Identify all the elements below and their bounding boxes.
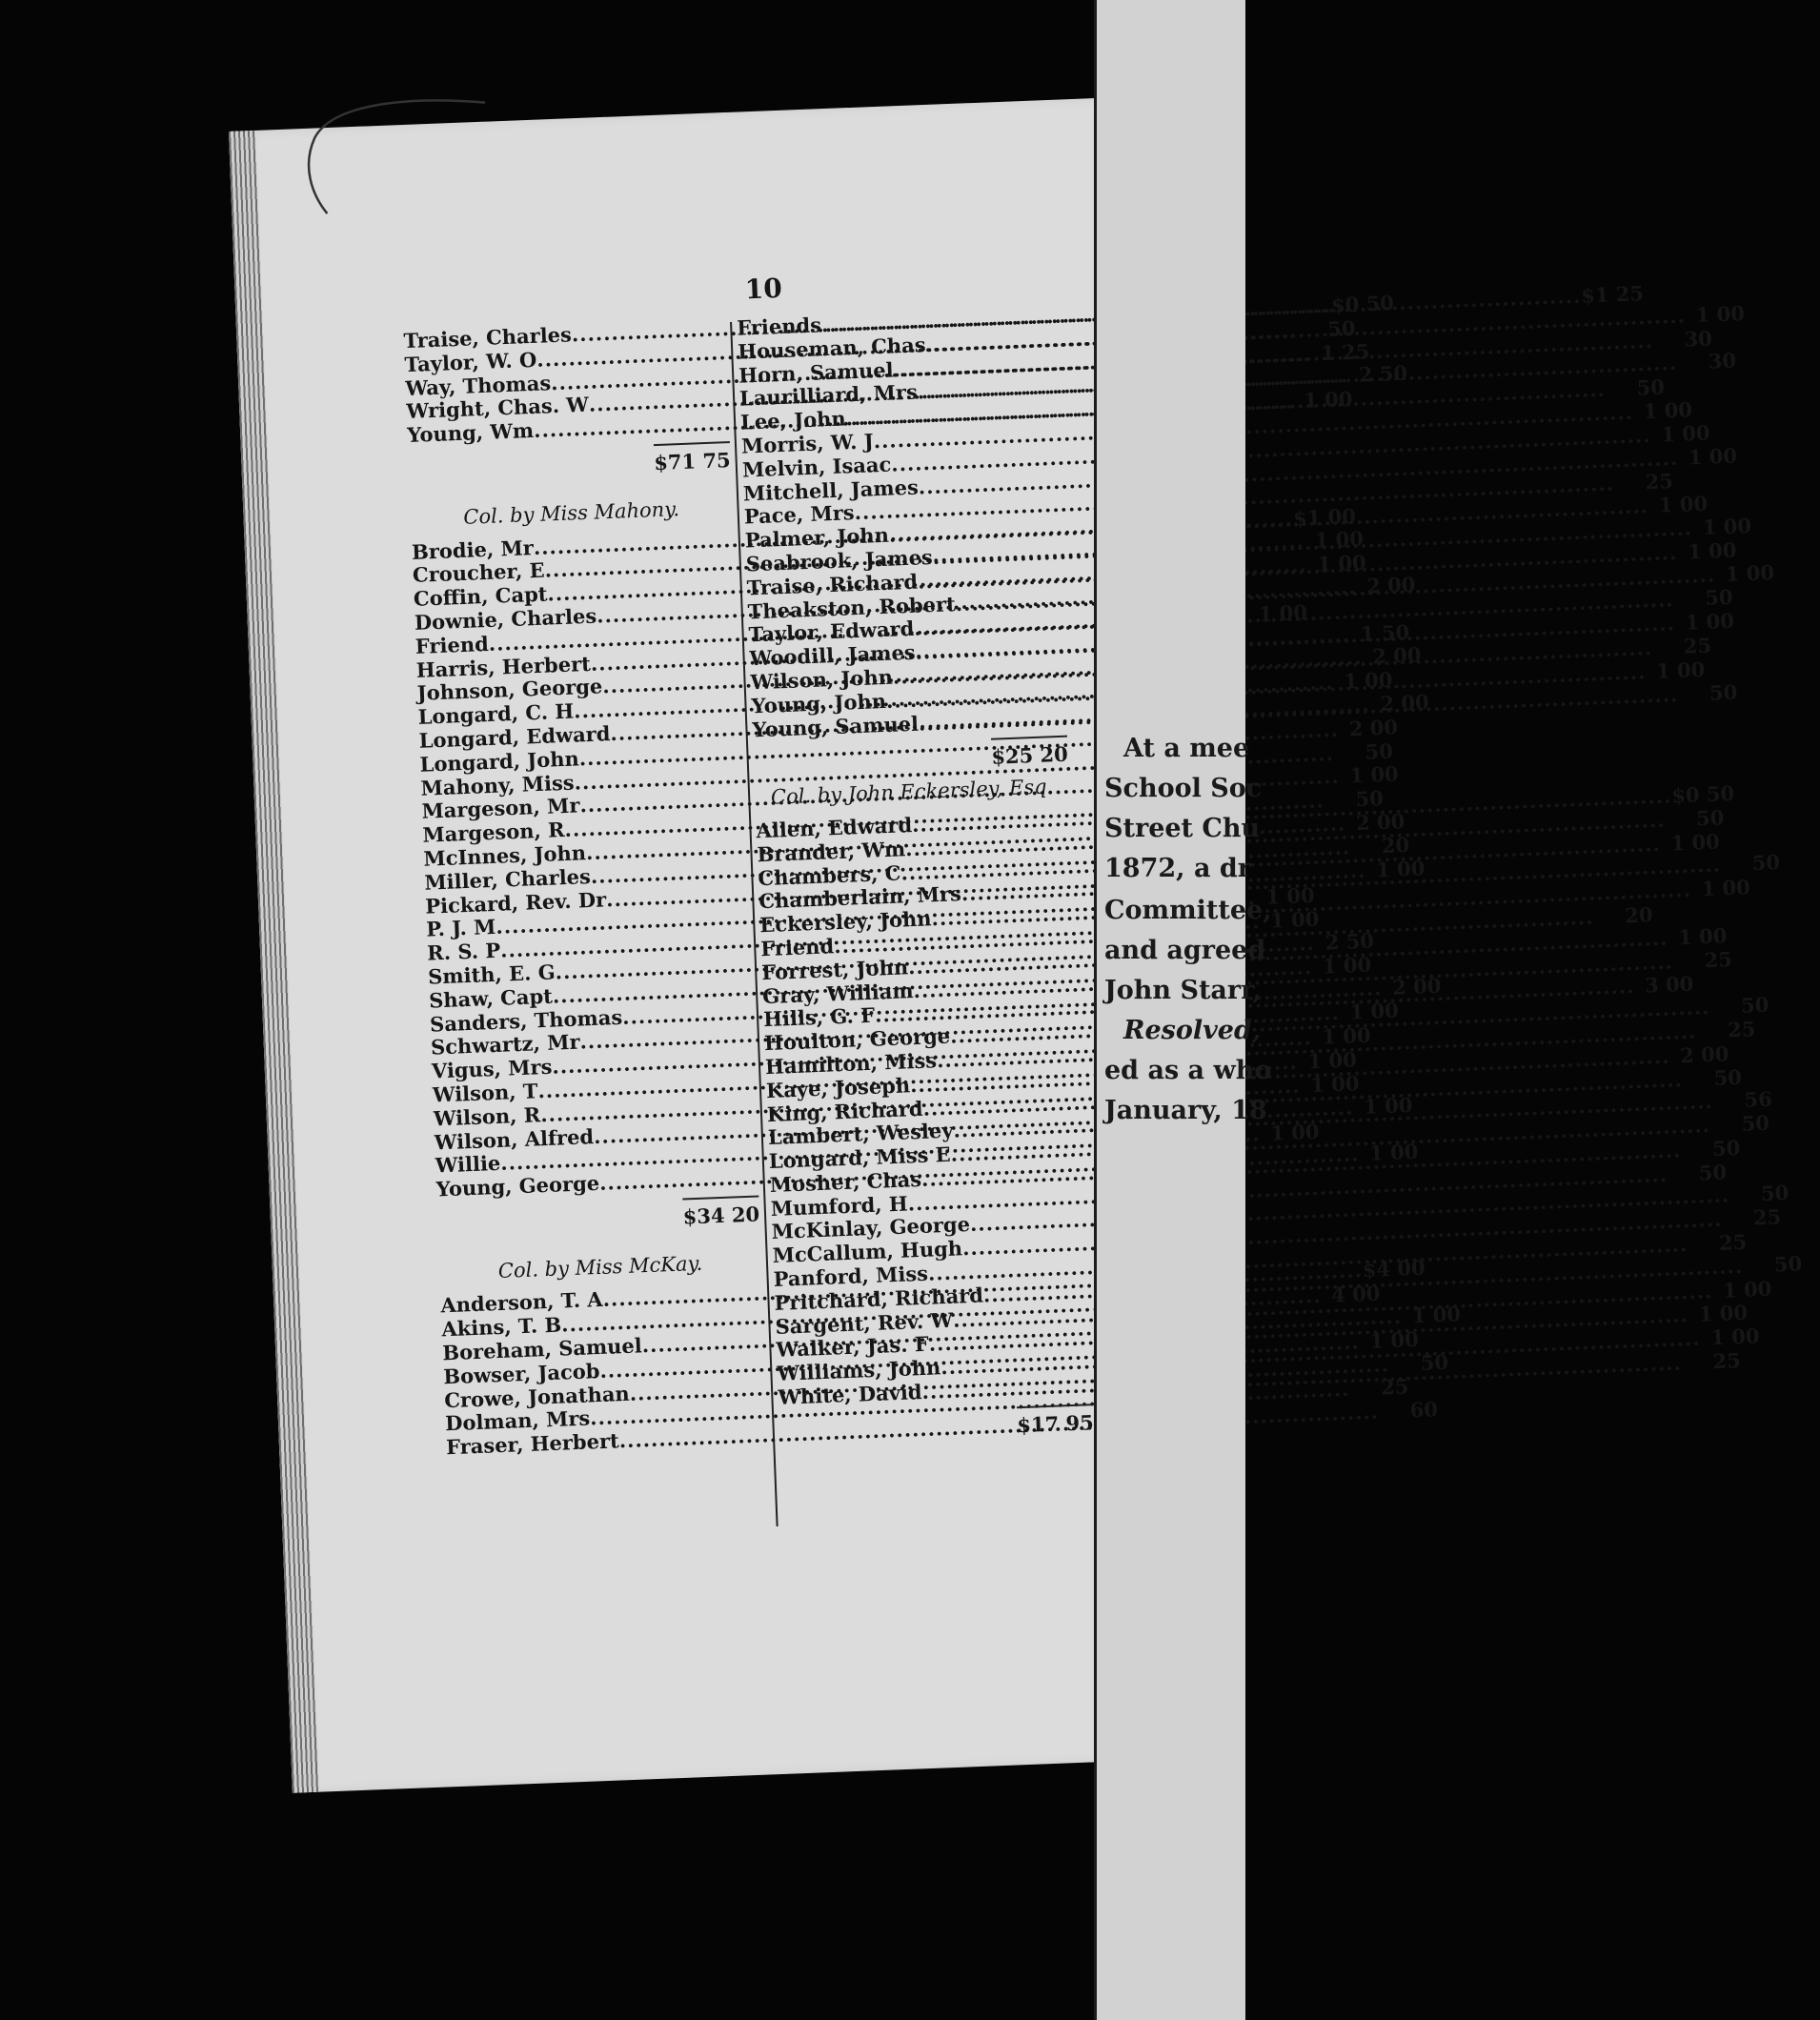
- donor-name: Downie, Charles: [414, 603, 597, 635]
- donation-amount: 50: [1713, 1064, 1743, 1090]
- donor-name: Mitchell, James: [742, 475, 920, 506]
- adjacent-page: [1094, 0, 1272, 2020]
- donation-amount: 1 00: [1309, 1070, 1360, 1097]
- donor-name: Young, John: [751, 688, 887, 718]
- donor-name: Fraser, Herbert: [445, 1428, 620, 1460]
- donor-name: Williams, John: [776, 1355, 941, 1386]
- donation-amount: 50: [1741, 1110, 1770, 1136]
- donation-amount: 1 00: [1269, 906, 1320, 933]
- donation-amount: 20: [1624, 902, 1653, 928]
- donation-amount: 1 00: [1303, 387, 1353, 414]
- donation-amount: 30: [1708, 348, 1737, 374]
- adjacent-page-line: and agreed: [1104, 936, 1266, 965]
- adjacent-page-line: Committee,: [1104, 896, 1272, 925]
- donor-name: Woodill, James: [749, 639, 917, 671]
- donor-name: Eckersley, John: [758, 906, 932, 938]
- donation-amount: 2 50: [1358, 361, 1408, 388]
- donor-name: Chambers, C: [757, 860, 901, 890]
- donor-name: Friend: [759, 934, 835, 961]
- donation-amount: 1 00: [1698, 1301, 1749, 1327]
- donation-amount: 1 00: [1643, 397, 1693, 424]
- donor-name: Young, Wm: [406, 418, 535, 448]
- donation-amount: 1 00: [1369, 1326, 1420, 1353]
- donor-name: Taylor, W. O: [404, 347, 537, 376]
- donor-name: Boreham, Samuel: [441, 1333, 643, 1365]
- donation-amount: 1 00: [1677, 922, 1728, 949]
- donor-name: Morris, W. J: [740, 429, 875, 458]
- adjacent-page-line: 1872, a dr: [1104, 854, 1251, 883]
- donation-amount: 4 00: [1330, 1281, 1381, 1307]
- section-heading-mahony: Col. by Miss Mahony.: [462, 496, 680, 529]
- donor-name: Wright, Chas. W: [405, 393, 590, 424]
- donor-name: P. J. M: [425, 915, 496, 941]
- donor-name: Walker, Jas. F: [776, 1332, 930, 1363]
- donation-amount: 50: [1695, 805, 1725, 831]
- adjacent-page-line: Resolved,: [1123, 1016, 1262, 1045]
- donor-name: Sanders, Thomas: [429, 1004, 623, 1037]
- donor-name: Friends: [736, 313, 822, 340]
- donation-amount: 30: [1684, 326, 1713, 352]
- donor-name: Smith, E. G: [427, 960, 556, 989]
- donation-amount: 1 00: [1709, 1323, 1760, 1350]
- donation-amount: 1 00: [1258, 599, 1308, 626]
- book-binding-edge: [229, 131, 319, 1793]
- donor-name: Brodie, Mr: [411, 535, 535, 564]
- donation-amount: 1 00: [1725, 559, 1775, 586]
- donor-name: Bowser, Jacob: [442, 1358, 600, 1389]
- donation-amount: 50: [1709, 679, 1738, 705]
- donor-name: Longard, Miss E: [768, 1141, 952, 1174]
- donation-amount: 50: [1698, 1160, 1728, 1185]
- donation-amount: $1 00: [1292, 503, 1357, 530]
- donor-name: Laurilliard, Mrs: [738, 379, 919, 412]
- donor-name: Miller, Charles: [423, 863, 592, 895]
- donation-amount: 50: [1636, 374, 1666, 400]
- donor-name: Horn, Samuel: [738, 357, 894, 388]
- donation-amount: 1 00: [1670, 829, 1721, 855]
- donation-amount: 1 00: [1343, 667, 1393, 694]
- donor-name: McCallum, Hugh: [772, 1236, 963, 1268]
- donor-name: Longard, C. H: [417, 698, 575, 729]
- donation-amount: 1 00: [1265, 883, 1316, 910]
- donor-name: King, Richard: [766, 1096, 924, 1126]
- donor-name: Allen, Edward: [756, 812, 913, 843]
- donation-amount: 50: [1326, 315, 1356, 341]
- donation-amount: 50: [1420, 1349, 1449, 1375]
- donor-name: Pritchard, Richard: [774, 1283, 984, 1315]
- donor-name: Hamilton, Miss: [764, 1048, 938, 1080]
- donor-name: Margeson, Mr: [421, 793, 580, 824]
- donation-amount: 1 25: [1320, 338, 1370, 365]
- donor-name: Wilson, R: [433, 1101, 541, 1131]
- donor-name: Mumford, H: [770, 1191, 909, 1221]
- section-heading-eckersley: Col. by John Eckersley, Esq.: [770, 775, 1054, 809]
- donor-name: Dolman, Mrs: [444, 1405, 591, 1436]
- left-top-total: $71 75: [408, 441, 731, 485]
- donation-amount: 1 00: [1375, 855, 1426, 881]
- donor-name: Theakston, Robert: [747, 591, 957, 624]
- donation-amount: 1 00: [1701, 875, 1751, 901]
- donor-name: Margeson, R: [422, 818, 566, 847]
- page-number: 10: [744, 272, 783, 306]
- donor-name: Young, George: [435, 1170, 600, 1202]
- donor-name: Pickard, Rev. Dr: [424, 886, 607, 919]
- donation-amount: 2 00: [1379, 690, 1430, 716]
- donor-name: Panford, Miss: [773, 1261, 929, 1292]
- donation-amount: 1 00: [1695, 300, 1746, 327]
- donor-name: Chamberlain, Mrs: [758, 881, 962, 914]
- donor-name: Akins, T. B: [440, 1312, 562, 1342]
- donor-name: Lambert, Wesley: [767, 1118, 954, 1150]
- adjacent-page-line: January, 18: [1104, 1096, 1267, 1125]
- donation-amount: $0 50: [1330, 291, 1395, 317]
- donation-amount: 1 00: [1307, 1047, 1358, 1074]
- donation-amount: 50: [1355, 786, 1385, 812]
- donation-amount: 50: [1365, 738, 1394, 764]
- donation-amount: 56: [1743, 1086, 1773, 1112]
- adjacent-page-line: Street Chu: [1104, 814, 1261, 843]
- donation-amount: 50: [1740, 992, 1769, 1018]
- donation-amount: 1 00: [1685, 608, 1735, 635]
- donation-amount: 1 00: [1722, 1276, 1772, 1303]
- donation-amount: 25: [1704, 946, 1733, 972]
- mahony-total: $34 20: [437, 1195, 760, 1239]
- donation-amount: 50: [1704, 585, 1733, 611]
- right-top-total: $25 20: [753, 736, 1068, 778]
- donor-name: Crowe, Jonathan: [443, 1381, 631, 1412]
- donation-amount: 25: [1380, 1374, 1409, 1401]
- adjacent-page-line: School Soc: [1104, 774, 1263, 803]
- donation-amount: 1 00: [1317, 550, 1367, 576]
- donor-name: McKinlay, George: [771, 1212, 971, 1244]
- donation-amount: 2 00: [1348, 715, 1399, 741]
- donation-amount: 25: [1727, 1017, 1756, 1042]
- donor-name: Palmer, John: [744, 522, 890, 553]
- adjacent-page-line: ed as a who: [1104, 1056, 1272, 1085]
- donor-name: Melvin, Isaac: [741, 452, 892, 482]
- donor-name: Wilson, T: [432, 1079, 538, 1107]
- donation-amount: 50: [1773, 1251, 1803, 1277]
- donor-name: Longard, Edward: [418, 721, 611, 753]
- donor-name: Young, Samuel: [752, 711, 920, 741]
- donor-name: Longard, John: [419, 746, 580, 777]
- donor-name: Houseman, Chas: [737, 332, 927, 364]
- donation-amount: $0 50: [1670, 780, 1735, 808]
- donor-name: Schwartz, Mr: [430, 1029, 580, 1060]
- donation-amount: 50: [1751, 850, 1781, 876]
- donor-name: Mosher, Chas: [769, 1166, 922, 1197]
- donation-amount: 50: [1711, 1135, 1741, 1161]
- donation-amount: 1 00: [1688, 443, 1738, 470]
- donation-amount: 25: [1752, 1204, 1782, 1230]
- donor-name: Harris, Herbert: [415, 651, 592, 682]
- donor-name: Johnson, George: [416, 674, 603, 706]
- donor-name: White, David: [777, 1380, 922, 1409]
- donation-amount: 1 00: [1368, 1139, 1419, 1165]
- donor-name: Traise, Charles: [403, 322, 573, 354]
- donation-amount: 25: [1683, 633, 1712, 658]
- donation-amount: 2 00: [1365, 572, 1416, 598]
- pencil-mark-icon: [294, 92, 509, 224]
- donation-amount: 1 00: [1321, 1022, 1372, 1049]
- donation-amount: 1 00: [1322, 952, 1372, 979]
- donor-name: Shaw, Capt: [428, 983, 554, 1013]
- donor-name: R. S. P: [426, 938, 501, 965]
- donation-amount: 1 00: [1660, 420, 1710, 447]
- donor-name: Sargent, Rev. W: [775, 1307, 954, 1339]
- adjacent-page-line: John Starr,: [1104, 976, 1262, 1005]
- adjacent-page-line: At a mee: [1123, 734, 1250, 763]
- donation-amount: 1 00: [1411, 1302, 1462, 1328]
- donation-amount: 1 00: [1349, 761, 1400, 788]
- donation-amount: 1 00: [1655, 656, 1706, 683]
- donation-amount: 60: [1409, 1397, 1439, 1423]
- donor-name: Forrest, John: [760, 955, 909, 984]
- donation-amount: 3 00: [1644, 971, 1694, 998]
- donation-amount: 1 00: [1702, 513, 1752, 539]
- donation-amount: 25: [1718, 1229, 1748, 1255]
- donor-name: Mahony, Miss: [420, 770, 576, 800]
- donor-name: Friend: [415, 631, 490, 658]
- donor-name: Kaye, Joseph: [765, 1073, 911, 1102]
- donor-name: Pace, Mrs: [743, 500, 856, 529]
- donation-amount: 25: [1712, 1348, 1742, 1374]
- donor-name: Taylor, Edward: [748, 616, 915, 647]
- donor-name: Lee, John: [739, 406, 847, 434]
- donation-amount: 25: [1645, 469, 1674, 495]
- donor-name: Anderson, T. A: [439, 1287, 604, 1318]
- donation-amount: 1 00: [1363, 1092, 1413, 1119]
- donation-amount: 1 00: [1658, 491, 1709, 517]
- donor-name: Coffin, Capt: [413, 581, 548, 612]
- donation-amount: 1 00: [1687, 537, 1737, 564]
- donor-name: Vigus, Mrs: [431, 1054, 553, 1083]
- donation-amount: 2 00: [1371, 642, 1422, 669]
- donation-amount: 2 00: [1391, 973, 1442, 1000]
- donation-amount: 2 50: [1325, 928, 1375, 955]
- donor-name: McInnes, John: [422, 840, 587, 871]
- donation-amount: 50: [1760, 1181, 1790, 1206]
- donor-name: Brander, Wm: [757, 837, 906, 866]
- donor-name: Gray, William: [761, 978, 914, 1008]
- donor-name: Willie: [435, 1151, 501, 1178]
- donor-name: Way, Thomas: [404, 370, 552, 400]
- donation-amount: 1 50: [1360, 619, 1410, 646]
- donor-name: Wilson, John: [750, 664, 894, 695]
- eckersley-total: $17 95: [779, 1404, 1094, 1446]
- donation-amount: 1 00: [1314, 526, 1365, 553]
- donation-amount: $4 00: [1362, 1256, 1426, 1283]
- donation-amount: 2 00: [1355, 809, 1405, 836]
- donation-amount: 20: [1381, 832, 1410, 858]
- donor-name: Traise, Richard: [746, 569, 919, 600]
- donor-name: Seabrook, James: [745, 544, 934, 576]
- donor-name: Houlton, George: [763, 1023, 951, 1056]
- donor-name: Croucher, E: [412, 557, 546, 588]
- donation-amount: 2 00: [1679, 1040, 1729, 1067]
- donation-amount: 1 00: [1269, 1120, 1320, 1146]
- donor-name: Hills, G. F: [762, 1002, 876, 1032]
- section-heading-mckay: Col. by Miss McKay.: [497, 1251, 703, 1283]
- donation-amount: $1 25: [1580, 281, 1645, 308]
- donor-name: Wilson, Alfred: [434, 1123, 595, 1154]
- donation-amount: 1 00: [1349, 998, 1400, 1024]
